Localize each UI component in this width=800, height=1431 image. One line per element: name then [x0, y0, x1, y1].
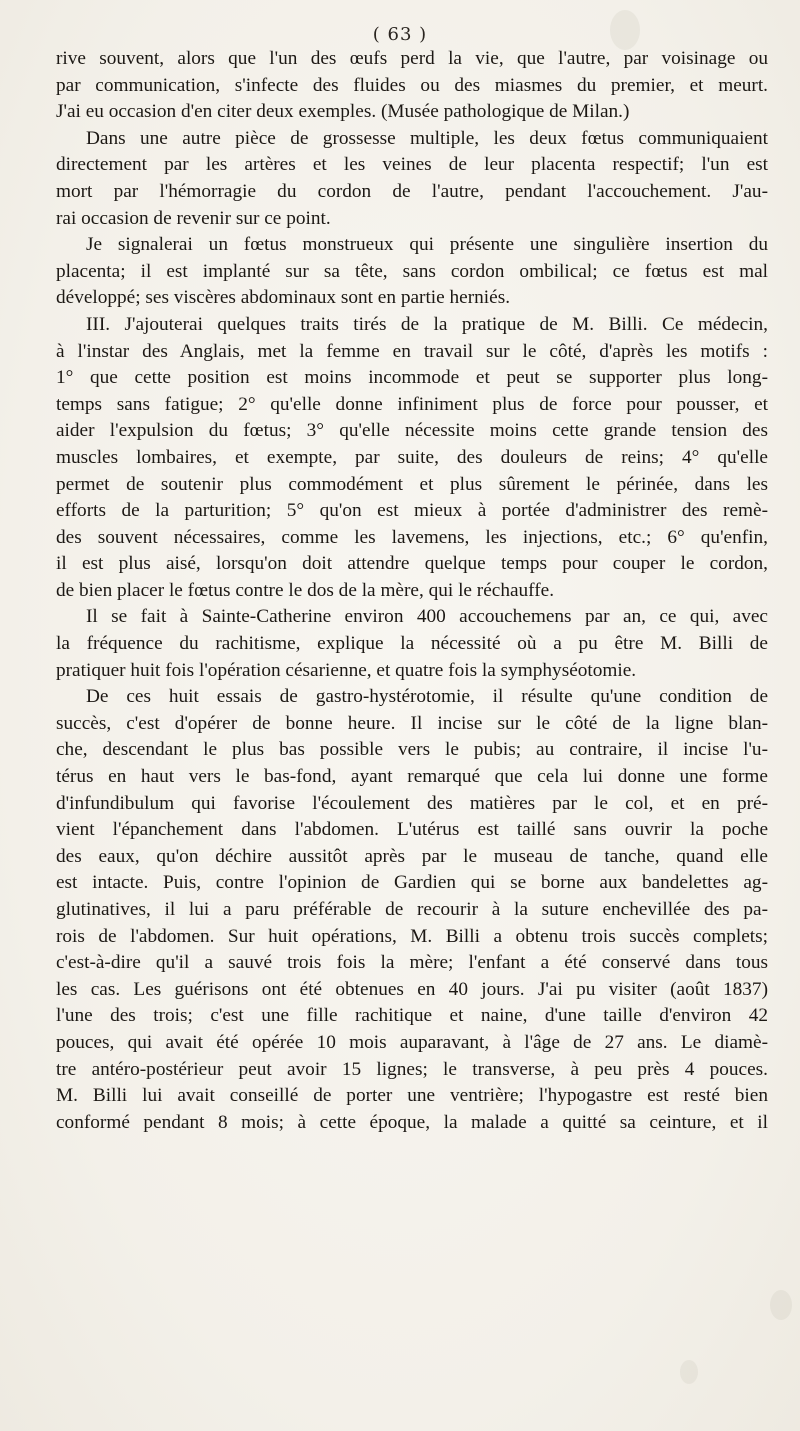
text-line: Il se fait à Sainte-Catherine environ 400 accouchemens par an, ce qui, avec — [86, 606, 768, 628]
text-line: Je signalerai un fœtus monstrueux qui présente une singulière insertion du — [86, 234, 768, 256]
text-line: l'une des trois; c'est une fille rachitique et naine, d'une taille d'environ 42 — [56, 1005, 768, 1027]
text-line: succès, c'est d'opérer de bonne heure. Il incise sur le côté de la ligne blan- — [56, 712, 768, 734]
text-line: tre antéro-postérieur peut avoir 15 lignes; le transverse, à peu près 4 pouces. — [56, 1058, 768, 1080]
text-line: glutinatives, il lui a paru préférable de recourir à la suture enchevillée des pa- — [56, 899, 768, 920]
text-line: directement par les artères et les veines de leur placenta respectif; l'un est — [56, 154, 768, 176]
text-line: rois de l'abdomen. Sur huit opérations, M. Billi a obtenu trois succès complets; — [56, 925, 768, 947]
text-line: est intacte. Puis, contre l'opinion de Gardien qui se borne aux bandelettes ag- — [56, 872, 768, 894]
text-line: M. Billi lui avait conseillé de porter une ventrière; l'hypogastre est resté bien — [56, 1085, 768, 1107]
text-line: à l'instar des Anglais, met la femme en travail sur le côté, d'après les motifs : — [56, 340, 768, 362]
paper-stain — [680, 1360, 698, 1384]
text-line: efforts de la parturition; 5° qu'on est mieux à portée d'administrer des remè- — [56, 500, 768, 522]
text-line: conformé pendant 8 mois; à cette époque, la malade a quitté sa ceinture, et il — [56, 1111, 768, 1133]
text-line: par communication, s'infecte des fluides ou des miasmes du premier, et meurt. — [56, 74, 768, 96]
text-line: placenta; il est implanté sur sa tête, sans cordon ombilical; ce fœtus est mal — [56, 260, 768, 282]
text-line: de bien placer le fœtus contre le dos de la mère, qui le réchauffe. — [56, 579, 555, 601]
text-line: muscles lombaires, et exempte, par suite, des douleurs de reins; 4° qu'elle — [56, 446, 768, 468]
text-line: permet de soutenir plus commodément et plus sûrement le périnée, dans les — [56, 473, 768, 495]
text-line: il est plus aisé, lorsqu'on doit attendre quelque temps pour couper le cordon, — [56, 553, 768, 575]
text-line: c'est-à-dire qu'il a sauvé trois fois la mère; l'enfant a été conservé dans tous — [56, 952, 768, 974]
text-line: d'infundibulum qui favorise l'écoulement des matières par le col, et en pré- — [56, 792, 768, 814]
text-line: des eaux, qu'on déchire aussitôt après par le museau de tanche, quand elle — [56, 845, 768, 867]
text-line: Dans une autre pièce de grossesse multiple, les deux fœtus communiquaient — [86, 127, 768, 149]
text-line: vient l'épanchement dans l'abdomen. L'utérus est taillé sans ouvrir la poche — [56, 819, 768, 841]
text-line: rai occasion de revenir sur ce point. — [56, 207, 331, 229]
text-line: les cas. Les guérisons ont été obtenues en 40 jours. J'ai pu visiter (août 1837) — [56, 978, 768, 1000]
text-line: temps sans fatigue; 2° qu'elle donne infiniment plus de force pour pousser, et — [56, 393, 768, 415]
paper-stain — [770, 1290, 792, 1320]
text-line: pouces, qui avait été opérée 10 mois auparavant, à l'âge de 27 ans. Le diamè- — [56, 1031, 768, 1053]
text-line: De ces huit essais de gastro-hystérotomie, il résulte qu'une condition de — [86, 686, 768, 708]
text-line: pratiquer huit fois l'opération césarienne, et quatre fois la symphyséotomie. — [56, 659, 637, 681]
text-line: développé; ses viscères abdominaux sont en partie herniés. — [56, 287, 511, 309]
text-line: mort par l'hémorragie du cordon de l'autre, pendant l'accouchement. J'au- — [56, 180, 768, 202]
text-line: J'ai eu occasion d'en citer deux exemples. (Musée pathologique de Milan.) — [56, 101, 630, 123]
text-line: III. J'ajouterai quelques traits tirés de la pratique de M. Billi. Ce médecin, — [86, 313, 768, 335]
text-line: 1° que cette position est moins incommode et peut se supporter plus long- — [56, 367, 768, 389]
text-line: la fréquence du rachitisme, explique la nécessité où a pu être M. Billi de — [56, 633, 768, 655]
page-number: ( 63 ) — [372, 24, 428, 45]
text-line: térus en haut vers le bas-fond, ayant remarqué que cela lui donne une forme — [56, 766, 768, 788]
text-line: des souvent nécessaires, comme les lavemens, les injections, etc.; 6° qu'enfin, — [56, 526, 768, 548]
text-line: che, descendant le plus bas possible vers le pubis; au contraire, il incise l'u- — [56, 739, 768, 761]
text-line: aider l'expulsion du fœtus; 3° qu'elle nécessite moins cette grande tension des — [56, 420, 768, 442]
body-text — [56, 46, 768, 1136]
text-line: rive souvent, alors que l'un des œufs perd la vie, que l'autre, par voisinage ou — [56, 48, 768, 69]
